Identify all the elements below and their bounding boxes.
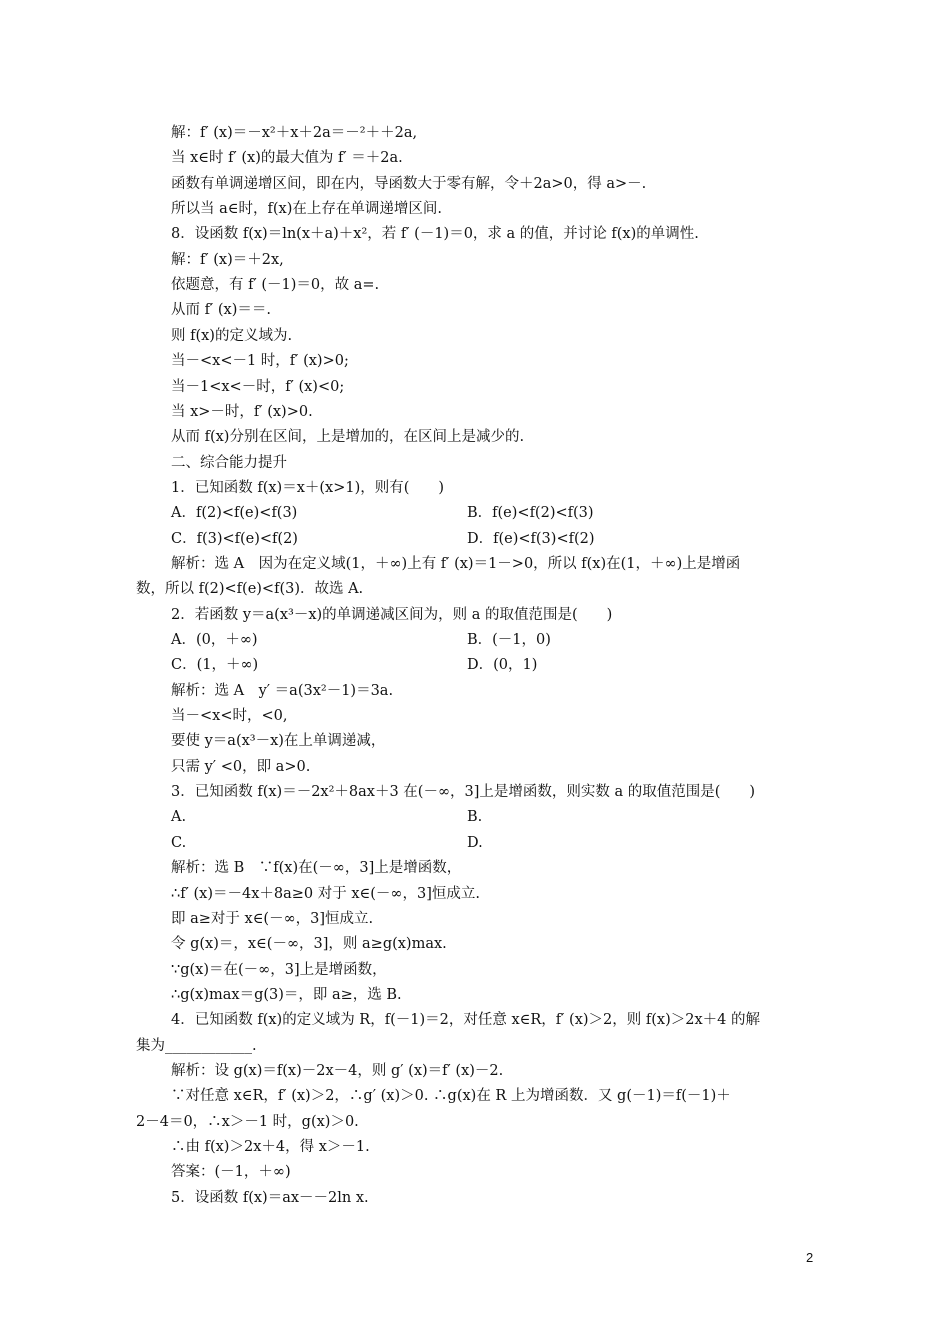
text-line: ∴f′ (x)＝－4x＋8a≥0 对于 x∈(－∞，3]恒成立. (171, 886, 480, 902)
text-line: 解析：选 A 因为在定义域(1，＋∞)上有 f′ (x)＝1－>0，所以 f(x)在(1，＋∞)上是增函 (171, 556, 741, 572)
text-line: D．f(e)<f(3)<f(2) (467, 531, 595, 547)
text-line: 二、综合能力提升 (171, 455, 287, 471)
text-line: 2－4＝0，∴x＞－1 时，g(x)＞0. (136, 1114, 359, 1130)
text-line: 要使 y＝a(x³－x)在上单调递减， (171, 733, 386, 749)
text-line: A．f(2)<f(e)<f(3) (171, 505, 298, 521)
text-line: 所以当 a∈时，f(x)在上存在单调递增区间. (171, 201, 442, 217)
text-line: ∴g(x)max＝g(3)＝，即 a≥，选 B. (171, 987, 402, 1003)
text-line: 从而 f(x)分别在区间，上是增加的，在区间上是减少的. (171, 429, 525, 445)
text-line: 4．已知函数 f(x)的定义域为 R，f(－1)＝2，对任意 x∈R，f′ (x)＞2，则 f(x)＞2x＋4 的解 (171, 1012, 760, 1028)
text-line: 集为____________. (136, 1038, 257, 1054)
text-line: 则 f(x)的定义域为. (171, 328, 293, 344)
text-line: 函数有单调递增区间，即在内，导函数大于零有解，令＋2a>0，得 a>－. (171, 176, 647, 192)
text-line: 8．设函数 f(x)＝ln(x＋a)＋x²，若 f′ (－1)＝0，求 a 的值，并讨论 f(x)的单调性. (171, 226, 699, 242)
text-line: 答案：(－1，＋∞) (171, 1164, 291, 1180)
text-line: B. (467, 809, 483, 825)
text-line: 数，所以 f(2)<f(e)<f(3)．故选 A. (136, 581, 364, 597)
text-line: 1．已知函数 f(x)＝x＋(x>1)，则有( ) (171, 480, 445, 496)
text-line: 当－1<x<－时，f′ (x)<0; (171, 379, 345, 395)
text-line: 当 x∈时 f′ (x)的最大值为 f′ ＝＋2a. (171, 150, 403, 166)
text-line: 当－<x<－1 时，f′ (x)>0; (171, 353, 349, 369)
text-line: B．(－1，0) (467, 632, 551, 648)
page-number: 2 (806, 1250, 814, 1265)
text-line: 2．若函数 y＝a(x³－x)的单调递减区间为，则 a 的取值范围是( ) (171, 607, 613, 623)
text-line: ∴由 f(x)＞2x＋4，得 x＞－1. (171, 1139, 370, 1155)
text-line: 只需 y′ <0，即 a>0. (171, 759, 311, 775)
text-line: 解析：选 A y′ ＝a(3x²－1)＝3a. (171, 683, 394, 699)
text-line: 3．已知函数 f(x)＝－2x²＋8ax＋3 在(－∞，3]上是增函数，则实数 a 的取值范围是( ) (171, 784, 756, 800)
text-line: 5．设函数 f(x)＝ax－－2ln x. (171, 1190, 369, 1206)
text-line: 解：f′ (x)＝－x²＋x＋2a＝－²＋＋2a, (171, 125, 418, 141)
text-line: 令 g(x)＝，x∈(－∞，3]，则 a≥g(x)max. (171, 936, 447, 952)
text-line: 解析：设 g(x)＝f(x)－2x－4，则 g′ (x)＝f′ (x)－2. (171, 1063, 504, 1079)
text-line: A．(0，＋∞) (171, 632, 258, 648)
text-line: 即 a≥对于 x∈(－∞，3]恒成立. (171, 911, 374, 927)
text-line: 当 x>－时，f′ (x)>0. (171, 404, 313, 420)
text-line: D. (467, 835, 483, 851)
text-line: D．(0，1) (467, 657, 538, 673)
text-line: C．f(3)<f(e)<f(2) (171, 531, 298, 547)
text-line: C. (171, 835, 187, 851)
text-line: B．f(e)<f(2)<f(3) (467, 505, 594, 521)
text-line: 解：f′ (x)＝＋2x, (171, 252, 284, 268)
text-line: C．(1，＋∞) (171, 657, 259, 673)
text-line: 依题意，有 f′ (－1)＝0，故 a=. (171, 277, 380, 293)
text-line: A. (171, 809, 187, 825)
text-line: 从而 f′ (x)＝＝. (171, 302, 271, 318)
text-line: 解析：选 B ∵f(x)在(－∞，3]上是增函数， (171, 860, 462, 876)
text-line: ∵g(x)＝在(－∞，3]上是增函数， (171, 962, 387, 978)
text-line: ∵对任意 x∈R，f′ (x)＞2，∴g′ (x)＞0. ∴g(x)在 R 上为增函数．又 g(－1)＝f(－1)＋ (171, 1088, 731, 1104)
text-line: 当－<x<时，<0, (171, 708, 288, 724)
